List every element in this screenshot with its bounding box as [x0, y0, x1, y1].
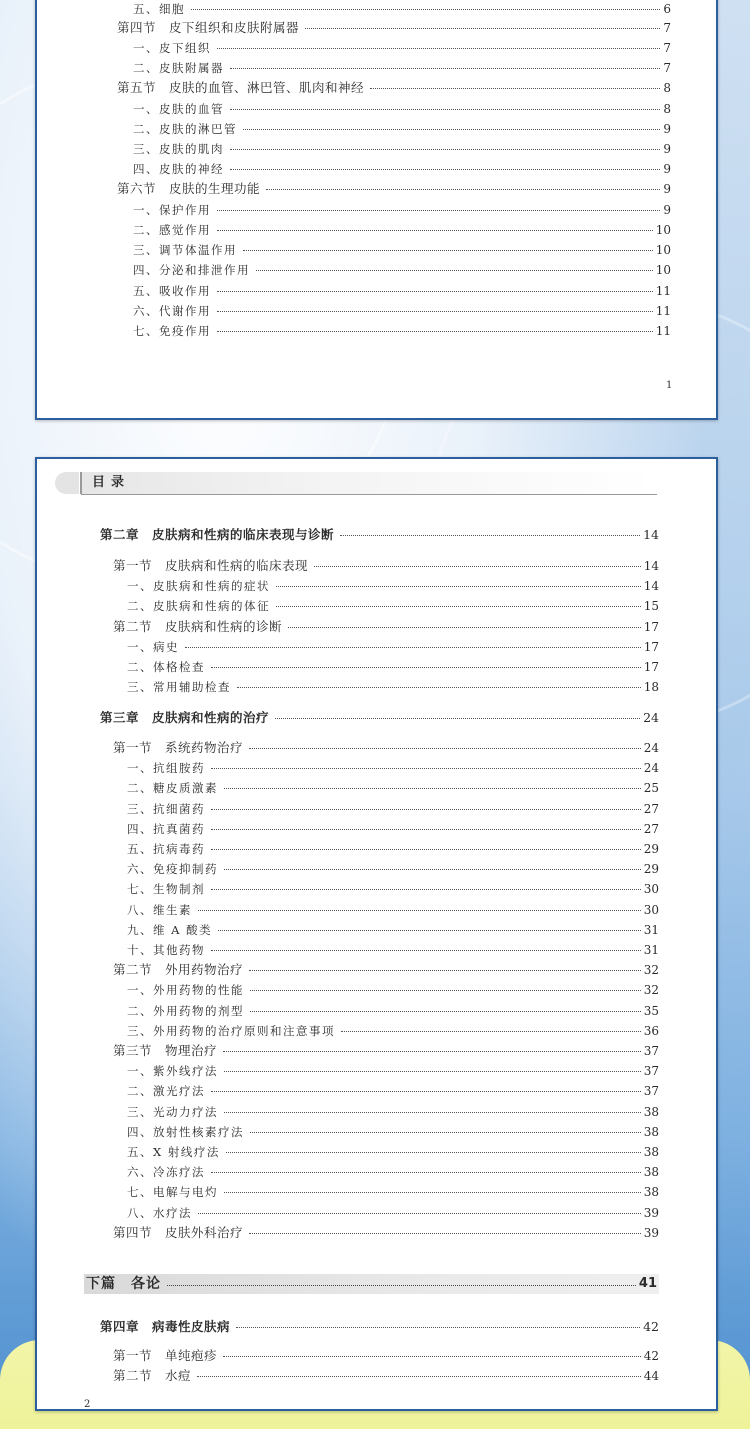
dot-leader [250, 1011, 641, 1012]
toc-entry-item[interactable] [133, 142, 671, 156]
dot-leader [224, 1112, 641, 1113]
toc-entry-title: 二、感觉作用 [133, 223, 211, 237]
toc-entry-section[interactable] [113, 963, 659, 977]
toc-entry-item[interactable] [127, 1145, 659, 1159]
toc-entry-title: 第二节 皮肤病和性病的诊断 [113, 619, 283, 634]
toc-entry-page: 32 [643, 983, 659, 997]
toc-entry-page: 42 [643, 1349, 659, 1363]
toc-entry-page: 32 [643, 963, 659, 977]
dot-leader [340, 535, 640, 536]
toc-entry-page: 31 [643, 943, 659, 957]
toc-entry-title: 第四章 病毒性皮肤病 [100, 1319, 231, 1334]
toc-entry-title: 七、生物制剂 [127, 882, 205, 896]
toc-page-1 [35, 0, 718, 420]
toc-entry-title: 一、皮下组织 [133, 41, 211, 55]
dot-leader [224, 1192, 641, 1193]
toc-entry-page: 17 [643, 620, 659, 634]
toc-entry-title: 三、常用辅助检查 [127, 680, 231, 694]
toc-entry-item[interactable] [127, 1125, 659, 1139]
toc-entry-title: 二、糖皮质激素 [127, 781, 218, 795]
dot-leader [275, 718, 640, 719]
toc-entry-item[interactable] [127, 842, 659, 856]
toc-entry-title: 一、紫外线疗法 [127, 1064, 218, 1078]
toc-entry-item[interactable] [133, 243, 671, 257]
toc-entry-item[interactable] [127, 640, 659, 654]
dot-leader [224, 1071, 641, 1072]
toc-entry-page: 10 [655, 243, 671, 257]
dot-leader [224, 869, 641, 870]
toc-entry-page: 6 [663, 2, 671, 16]
dot-leader [370, 88, 660, 89]
toc-entry-page: 11 [655, 304, 671, 318]
toc-entry-title: 五、细胞 [133, 2, 185, 16]
toc-entry-page: 8 [663, 81, 671, 95]
toc-entry-title: 三、调节体温作用 [133, 243, 237, 257]
dot-leader [217, 210, 660, 211]
toc-entry-item[interactable] [127, 983, 659, 997]
toc-entry-title: 四、皮肤的神经 [133, 162, 224, 176]
toc-entry-page: 24 [643, 741, 659, 755]
toc-entry-part[interactable] [84, 1274, 659, 1294]
toc-entry-page: 10 [655, 263, 671, 277]
toc-entry-section[interactable] [117, 182, 671, 196]
toc-entry-item[interactable] [133, 122, 671, 136]
toc-entry-title: 一、抗组胺药 [127, 761, 205, 775]
dot-leader [211, 667, 641, 668]
toc-entry-item[interactable] [127, 943, 659, 957]
toc-entry-page: 14 [643, 559, 659, 573]
toc-entry-item[interactable] [127, 680, 659, 694]
dot-leader [223, 1356, 641, 1357]
toc-entry-item[interactable] [127, 1004, 659, 1018]
toc-entry-title: 第一节 单纯疱疹 [113, 1348, 218, 1363]
toc-entry-page: 10 [655, 223, 671, 237]
toc-entry-page: 24 [643, 761, 659, 775]
toc-entry-chapter[interactable] [100, 711, 659, 725]
toc-entry-title: 三、皮肤的肌肉 [133, 142, 224, 156]
toc-entry-title: 下篇 各论 [86, 1276, 161, 1292]
toc-entry-item[interactable] [127, 1165, 659, 1179]
toc-entry-item[interactable] [127, 862, 659, 876]
toc-entry-page: 9 [663, 162, 671, 176]
toc-entry-item[interactable] [127, 1064, 659, 1078]
toc-entry-title: 二、激光疗法 [127, 1084, 205, 1098]
toc-entry-page: 24 [643, 710, 659, 725]
toc-entry-page: 35 [643, 1004, 659, 1018]
dot-leader [249, 1233, 641, 1234]
toc-entry-title: 三、光动力疗法 [127, 1105, 218, 1119]
dot-leader [211, 1172, 641, 1173]
dot-leader [249, 970, 641, 971]
toc-entry-page: 9 [663, 142, 671, 156]
toc-entry-item[interactable] [127, 1084, 659, 1098]
toc-entry-page: 39 [643, 1206, 659, 1220]
header-tab [55, 472, 79, 494]
toc-entry-title: 六、免疫抑制药 [127, 862, 218, 876]
toc-entry-page: 29 [643, 862, 659, 876]
toc-entry-title: 第五节 皮肤的血管、淋巴管、肌肉和神经 [117, 80, 365, 95]
toc-entry-title: 一、皮肤的血管 [133, 102, 224, 116]
dot-leader [211, 829, 641, 830]
toc-entry-page: 30 [643, 882, 659, 896]
dot-leader [211, 1091, 641, 1092]
toc-entry-title: 一、病史 [127, 640, 179, 654]
toc-entry-title: 第四节 皮下组织和皮肤附属器 [117, 20, 300, 35]
dot-leader [288, 627, 641, 628]
dot-leader [217, 48, 660, 49]
toc-entry-title: 二、皮肤附属器 [133, 61, 224, 75]
toc-entry-page: 25 [643, 781, 659, 795]
toc-entry-item[interactable] [133, 203, 671, 217]
toc-entry-item[interactable] [133, 61, 671, 75]
dot-leader [191, 9, 660, 10]
toc-entry-item[interactable] [127, 822, 659, 836]
toc-entry-title: 二、体格检查 [127, 660, 205, 674]
toc-entry-page: 44 [643, 1369, 659, 1383]
toc-entry-page: 38 [643, 1185, 659, 1199]
page-number: 1 [666, 380, 673, 391]
toc-entry-page: 7 [663, 61, 671, 75]
toc-entry-title: 二、皮肤病和性病的体征 [127, 599, 270, 613]
dot-leader [250, 990, 641, 991]
toc-entry-title: 第三节 物理治疗 [113, 1043, 218, 1058]
toc-entry-item[interactable] [133, 263, 671, 277]
dot-leader [211, 768, 641, 769]
header-rule [81, 494, 657, 495]
toc-entry-chapter[interactable] [100, 528, 659, 542]
toc-entry-title: 八、水疗法 [127, 1206, 192, 1220]
toc-entry-item[interactable] [127, 882, 659, 896]
toc-entry-section[interactable] [113, 620, 659, 634]
toc-entry-title: 七、电解与电灼 [127, 1185, 218, 1199]
toc-entry-item[interactable] [127, 903, 659, 917]
page-number: 2 [84, 1399, 91, 1410]
dot-leader [243, 250, 653, 251]
toc-entry-page: 9 [663, 203, 671, 217]
toc-entry-page: 17 [643, 660, 659, 674]
toc-entry-page: 41 [638, 1276, 657, 1291]
toc-entry-title: 第二章 皮肤病和性病的临床表现与诊断 [100, 527, 335, 542]
toc-entry-page: 27 [643, 822, 659, 836]
dot-leader [276, 606, 641, 607]
toc-entry-item[interactable] [127, 660, 659, 674]
toc-entry-item[interactable] [133, 324, 671, 338]
toc-entry-title: 五、抗病毒药 [127, 842, 205, 856]
dot-leader [198, 1213, 641, 1214]
dot-leader [249, 748, 641, 749]
toc-entry-title: 第四节 皮肤外科治疗 [113, 1225, 244, 1240]
toc-entry-item[interactable] [133, 41, 671, 55]
dot-leader [211, 849, 641, 850]
toc-entry-item[interactable] [127, 1185, 659, 1199]
toc-entry-item[interactable] [127, 1206, 659, 1220]
dot-leader [197, 1376, 641, 1377]
toc-entry-chapter[interactable] [100, 1320, 659, 1334]
dot-leader [211, 889, 641, 890]
dot-leader [211, 950, 641, 951]
dot-leader [198, 910, 641, 911]
toc-entry-item[interactable] [127, 781, 659, 795]
toc-entry-page: 39 [643, 1226, 659, 1240]
dot-leader [167, 1285, 636, 1286]
toc-entry-item[interactable] [127, 1024, 659, 1038]
toc-entry-title: 十、其他药物 [127, 943, 205, 957]
toc-entry-section[interactable] [117, 21, 671, 35]
dot-leader [223, 1051, 641, 1052]
dot-leader [217, 311, 653, 312]
toc-entry-page: 11 [655, 324, 671, 338]
toc-entry-section[interactable] [113, 559, 659, 573]
toc-entry-title: 四、放射性核素疗法 [127, 1125, 244, 1139]
toc-entry-title: 二、外用药物的剂型 [127, 1004, 244, 1018]
toc-entry-page: 17 [643, 640, 659, 654]
dot-leader [230, 169, 660, 170]
toc-entry-page: 38 [643, 1105, 659, 1119]
toc-entry-page: 31 [643, 923, 659, 937]
dot-leader [256, 270, 653, 271]
dot-leader [218, 930, 641, 931]
dot-leader [185, 647, 641, 648]
toc-entry-item[interactable] [127, 599, 659, 613]
toc-entry-title: 一、保护作用 [133, 203, 211, 217]
toc-entry-item[interactable] [127, 923, 659, 937]
page-header [55, 471, 655, 495]
toc-entry-page: 11 [655, 284, 671, 298]
dot-leader [250, 1132, 641, 1133]
toc-entry-title: 第二节 外用药物治疗 [113, 962, 244, 977]
toc-entry-page: 9 [663, 182, 671, 196]
toc-entry-title: 一、皮肤病和性病的症状 [127, 579, 270, 593]
toc-entry-title: 第一节 皮肤病和性病的临床表现 [113, 558, 309, 573]
toc-entry-page: 37 [643, 1084, 659, 1098]
toc-page-2 [35, 457, 718, 1411]
dot-leader [314, 566, 641, 567]
toc-entry-page: 38 [643, 1165, 659, 1179]
toc-entry-title: 第六节 皮肤的生理功能 [117, 181, 261, 196]
toc-entry-section[interactable] [113, 1226, 659, 1240]
toc-entry-title: 四、抗真菌药 [127, 822, 205, 836]
dot-leader [237, 687, 641, 688]
toc-entry-title: 第二节 水痘 [113, 1368, 192, 1383]
toc-entry-section[interactable] [117, 81, 671, 95]
toc-entry-item[interactable] [133, 284, 671, 298]
toc-entry-title: 五、X 射线疗法 [127, 1145, 220, 1159]
toc-entry-page: 14 [643, 579, 659, 593]
dot-leader [217, 230, 653, 231]
toc-entry-page: 7 [663, 41, 671, 55]
dot-leader [224, 788, 641, 789]
dot-leader [341, 1031, 641, 1032]
toc-entry-page: 38 [643, 1125, 659, 1139]
toc-entry-title: 第一节 系统药物治疗 [113, 740, 244, 755]
toc-entry-title: 二、皮肤的淋巴管 [133, 122, 237, 136]
toc-entry-page: 37 [643, 1044, 659, 1058]
toc-entry-item[interactable] [133, 162, 671, 176]
dot-leader [276, 586, 641, 587]
toc-entry-page: 42 [643, 1319, 659, 1334]
toc-entry-item[interactable] [127, 1105, 659, 1119]
toc-entry-title: 第三章 皮肤病和性病的治疗 [100, 710, 270, 725]
toc-entry-item[interactable] [133, 304, 671, 318]
toc-entry-page: 30 [643, 903, 659, 917]
dot-leader [217, 291, 653, 292]
dot-leader [230, 149, 660, 150]
toc-entry-item[interactable] [133, 223, 671, 237]
toc-entry-title: 三、抗细菌药 [127, 802, 205, 816]
toc-entry-title: 六、代谢作用 [133, 304, 211, 318]
toc-entry-title: 一、外用药物的性能 [127, 983, 244, 997]
toc-entry-section[interactable] [113, 741, 659, 755]
toc-entry-title: 九、维 A 酸类 [127, 923, 213, 937]
toc-entry-page: 18 [643, 680, 659, 694]
toc-entry-section[interactable] [113, 1044, 659, 1058]
toc-entry-page: 29 [643, 842, 659, 856]
toc-entry-page: 36 [643, 1024, 659, 1038]
dot-leader [211, 809, 641, 810]
toc-entry-page: 9 [663, 122, 671, 136]
toc-entry-item[interactable] [127, 579, 659, 593]
toc-entry-title: 七、免疫作用 [133, 324, 211, 338]
dot-leader [217, 331, 653, 332]
dot-leader [226, 1152, 641, 1153]
toc-entry-section[interactable] [113, 1349, 659, 1363]
toc-entry-page: 38 [643, 1145, 659, 1159]
dot-leader [236, 1327, 640, 1328]
dot-leader [305, 28, 660, 29]
toc-entry-item[interactable] [127, 761, 659, 775]
toc-entry-title: 八、维生素 [127, 903, 192, 917]
toc-entry-title: 四、分泌和排泄作用 [133, 263, 250, 277]
dot-leader [230, 68, 660, 69]
toc-entry-title: 三、外用药物的治疗原则和注意事项 [127, 1024, 335, 1038]
dot-leader [230, 109, 660, 110]
toc-entry-item[interactable] [127, 802, 659, 816]
toc-entry-page: 14 [643, 527, 659, 542]
toc-entry-page: 15 [643, 599, 659, 613]
toc-entry-section[interactable] [113, 1369, 659, 1383]
toc-entry-page: 7 [663, 21, 671, 35]
toc-entry-page: 27 [643, 802, 659, 816]
dot-leader [243, 129, 660, 130]
toc-entry-title: 五、吸收作用 [133, 284, 211, 298]
toc-entry-item[interactable] [133, 102, 671, 116]
toc-entry-page: 37 [643, 1064, 659, 1078]
toc-entry-item[interactable] [133, 2, 671, 16]
toc-entry-title: 六、冷冻疗法 [127, 1165, 205, 1179]
toc-entry-page: 8 [663, 102, 671, 116]
header-title: 目录 [82, 472, 655, 494]
dot-leader [266, 189, 660, 190]
